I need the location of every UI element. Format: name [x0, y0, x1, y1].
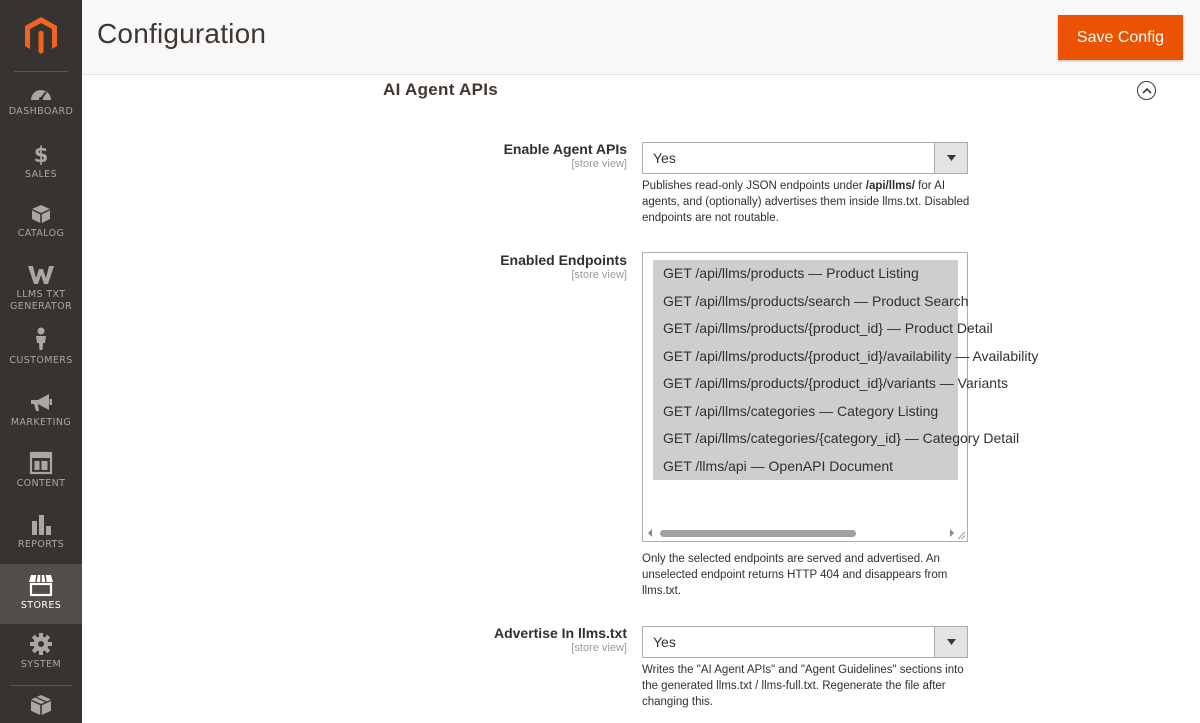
sidebar-item-label: REPORTS [17, 539, 65, 550]
sidebar-divider [10, 685, 72, 686]
sidebar-item-label: CONTENT [16, 478, 66, 489]
sidebar-item-extensions[interactable] [0, 694, 82, 723]
sidebar-item-catalog[interactable] [0, 204, 82, 254]
sidebar-item-label: STORES [20, 600, 62, 611]
advertise-llms-label: Advertise In llms.txt [493, 625, 627, 641]
admin-sidebar [0, 0, 82, 723]
megaphone-icon [29, 393, 53, 413]
enabled-endpoints-label: Enabled Endpoints [500, 252, 627, 268]
enable-agent-apis-select[interactable] [642, 142, 968, 174]
select-arrow[interactable] [934, 143, 967, 173]
sidebar-item-stores[interactable] [0, 564, 82, 624]
store-icon [28, 574, 54, 596]
horizontal-scrollbar[interactable] [644, 526, 958, 540]
sidebar-item-dashboard[interactable] [0, 84, 82, 134]
sidebar-item-label: DASHBOARD [8, 106, 74, 117]
customer-person-icon [33, 327, 49, 351]
scroll-right-icon[interactable] [950, 529, 954, 537]
magento-logo[interactable] [14, 0, 68, 72]
sidebar-item-label-line1: LLMS TXT [16, 289, 66, 300]
sidebar-item-sales[interactable] [0, 143, 82, 193]
scrollbar-thumb[interactable] [660, 530, 856, 537]
advertise-llms-select[interactable] [642, 626, 968, 658]
endpoint-option[interactable]: GET /api/llms/categories/{category_id} — Category Detail [663, 430, 1020, 446]
enabled-endpoints-multiselect[interactable] [642, 252, 1039, 542]
advertise-llms-scope: [store view] [571, 642, 627, 654]
section-title: AI Agent APIs [383, 80, 499, 99]
sidebar-item-label: SYSTEM [20, 659, 62, 670]
sidebar-item-label: MARKETING [10, 417, 72, 428]
caret-down-icon [947, 639, 956, 645]
sidebar-item-reports[interactable] [0, 513, 82, 563]
resize-grip-icon[interactable] [956, 530, 966, 540]
endpoint-option[interactable]: GET /api/llms/products/{product_id} — Product Detail [663, 320, 993, 336]
endpoint-option[interactable]: GET /api/llms/products/search — Product Search [663, 292, 969, 309]
extensions-box-icon [30, 694, 52, 716]
endpoint-option[interactable]: GET /api/llms/products — Product Listing [663, 265, 919, 281]
select-arrow[interactable] [934, 627, 967, 657]
sidebar-item-customers[interactable] [0, 327, 82, 377]
note-text: for AI agents, and (optionally) advertises them inside llms.txt. Disabled endpoints are not routable. [642, 180, 970, 224]
page-header [82, 0, 1200, 75]
sidebar-item-content[interactable] [0, 452, 82, 502]
dashboard-icon [29, 84, 53, 102]
magento-logo-icon [24, 16, 58, 56]
enable-agent-apis-label: Enable Agent APIs [503, 141, 627, 157]
sidebar-item-marketing[interactable] [0, 393, 82, 443]
catalog-cube-icon [31, 204, 51, 224]
sidebar-item-label: CATALOG [17, 228, 65, 239]
llms-w-icon [28, 265, 54, 285]
enabled-endpoints-note: Only the selected endpoints are served and advertised. An unselected endpoint returns HTTP 404 and disappears from llms.txt. [642, 553, 948, 597]
chevron-up-icon [1142, 87, 1152, 94]
endpoint-option[interactable]: GET /llms/api — OpenAPI Document [663, 457, 894, 474]
enable-agent-apis-scope: [store view] [571, 158, 627, 170]
svg-text:$: $ [33, 143, 49, 167]
sidebar-item-label: SALES [24, 169, 58, 180]
sidebar-item-label-line2: GENERATOR [10, 301, 72, 312]
endpoint-options-list [653, 260, 1039, 480]
advertise-llms-note: Writes the "AI Agent APIs" and "Agent Guidelines" sections into the generated llms.txt / llms-full.txt. Regenerate the file after changing this. [642, 664, 964, 708]
endpoint-option[interactable]: GET /api/llms/products/{product_id}/availability — Availability [663, 347, 1039, 364]
endpoint-option[interactable]: GET /api/llms/products/{product_id}/variants — Variants [663, 375, 1008, 391]
dollar-icon [31, 143, 51, 165]
note-text: Publishes read-only JSON endpoints under [642, 180, 866, 192]
save-config-button[interactable]: Save Config [1058, 15, 1183, 60]
gear-icon [30, 633, 52, 655]
bar-chart-icon [31, 513, 51, 535]
select-value: Yes [653, 150, 676, 166]
section-collapse-button[interactable] [1137, 81, 1156, 100]
select-value: Yes [653, 634, 676, 650]
enabled-endpoints-scope: [store view] [571, 269, 627, 281]
sidebar-item-system[interactable] [0, 633, 82, 683]
page-title: Configuration [97, 18, 267, 49]
sidebar-item-llms-txt-generator[interactable] [0, 265, 82, 327]
enable-agent-apis-note [642, 178, 972, 226]
content-layout-icon [30, 452, 52, 474]
scroll-left-icon[interactable] [648, 529, 652, 537]
caret-down-icon [947, 155, 956, 161]
note-path: /api/llms/ [865, 180, 915, 192]
endpoint-option[interactable]: GET /api/llms/categories — Category Listing [663, 402, 939, 419]
sidebar-item-label: CUSTOMERS [9, 355, 73, 366]
